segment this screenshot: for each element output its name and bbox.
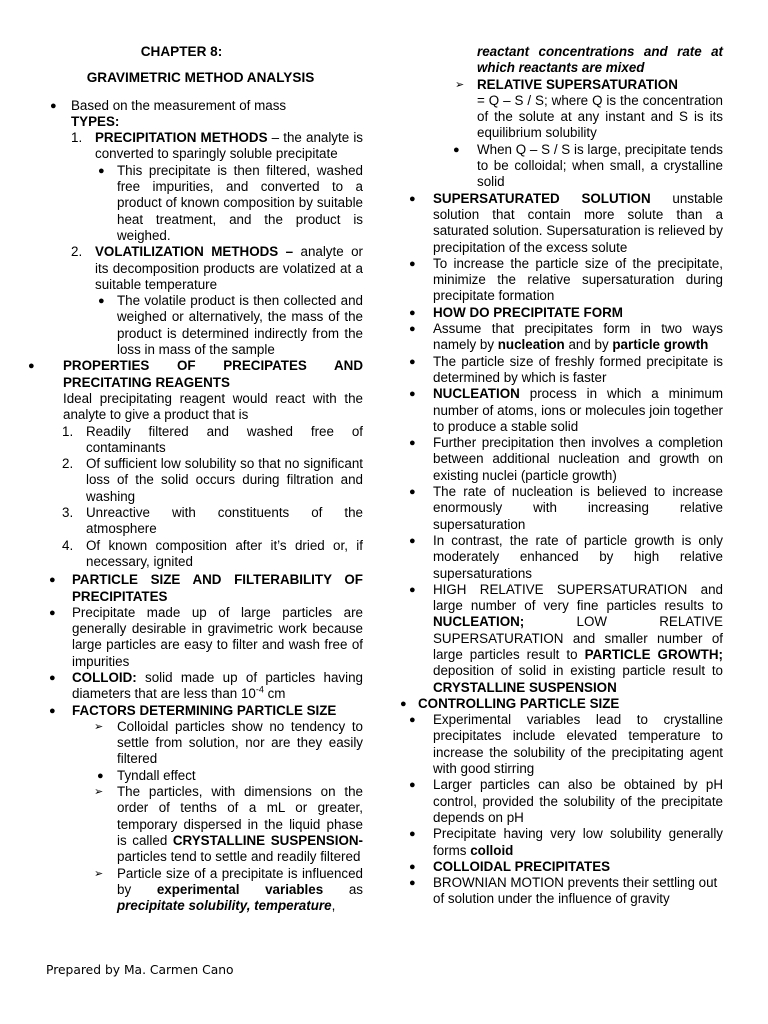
colloid-exponent: -4 <box>255 684 264 695</box>
bullet-properties: ● PROPERTIES OF PRECIPATES AND PRECITATING REAGENTS Ideal precipitating reagent would react with the analyte to give a product that is <box>28 358 363 423</box>
bullet-experimental: ● Experimental variables lead to crystalline precipitates include elevated temperature to increase the solubility of the precipitating agent with good stirring <box>409 712 723 777</box>
properties-heading-1: PROPERTIES OF PRECIPATES AND <box>63 358 363 374</box>
bullet-supersaturated: ● SUPERSATURATED SOLUTION unstable solution that contain more solute than a saturated solution. Supersaturation is relieved by precipitation of the excess solute <box>409 190 723 255</box>
bullet-mass: ● Based on the measurement of mass TYPES: <box>40 98 363 131</box>
bullet-contrast: ● In contrast, the rate of particle growth is only moderately enhanced by high relative supersaturations <box>409 532 723 581</box>
volatilization-sub-text: The volatile product is then collected and weighed or alternatively, the mass of the product is determined indirectly from the loss in mass of the sample <box>117 293 363 358</box>
type-1-number: 1. <box>71 130 83 146</box>
properties-intro: Ideal precipitating reagent would react with the analyte to give a product that is <box>63 390 363 423</box>
bullet-increase: ● To increase the particle size of the precipitate, minimize the relative supersaturation during precipitate formation <box>409 255 723 304</box>
property-item: 4. Of known composition after it’s dried or, if necessary, ignited <box>62 537 363 569</box>
bullet-further: ● Further precipitation then involves a completion between additional nucleation and growth on existing nuclei (particle growth) <box>409 435 723 483</box>
property-item: 3. Unreactive with constituents of the atmosphere <box>62 505 363 537</box>
factor-item: ➢ Particle size of a precipitate is influenced by experimental variables as precipitate solubility, temperature, <box>94 865 363 914</box>
bullet-nucleation: ● NUCLEATION process in which a minimum number of atoms, ions or molecules join together to produce a stable solid <box>409 386 723 434</box>
volatilization-text: analyte or its decomposition products are volatized at a suitable temperature <box>95 244 363 292</box>
mass-text: Based on the measurement of mass <box>71 97 287 113</box>
arrow-icon: ➢ <box>94 720 104 733</box>
right-column <box>400 44 723 908</box>
properties-heading-2: PRECITATING REAGENTS <box>63 374 230 390</box>
bullet-brownian: ● BROWNIAN MOTION prevents their settling out of solution under the influence of gravity <box>409 875 718 907</box>
continued-text: reactant concentrations and rate at which reactants are mixed <box>477 44 723 76</box>
rs-sub-text: When Q – S / S is large, precipitate tends to be colloidal; when small, a crystalline solid <box>477 141 723 190</box>
type-precipitation <box>40 130 363 163</box>
rs-text: = Q – S / S; where Q is the concentration of the solute at any instant and S is its equilibrium solubility <box>477 92 723 141</box>
arrow-icon: ➢ <box>94 786 104 799</box>
left-column <box>28 44 363 914</box>
bullet-large-particles: ● Precipitate made up of large particles are generally desirable in gravimetric work because large particles are easy to filter and wash free of impurities <box>49 604 363 669</box>
colloid-unit: cm <box>263 686 286 702</box>
precipitation-sub: ● This precipitate is then filtered, washed free impurities, and converted to a product of known composition by suitable heat treatment, and the product is weighed. <box>98 162 363 243</box>
precipitation-sub-text: This precipitate is then filtered, washed free impurities, and converted to a product of known composition by suitable heat treatment, and the product is weighed. <box>117 162 363 243</box>
rs-sub: ● When Q – S / S is large, precipitate tends to be colloidal; when small, a crystalline solid <box>453 141 723 190</box>
bullet-low-solubility: ● Precipitate having very low solubility generally forms colloid <box>409 826 723 858</box>
factor-item: ➢ The particles, with dimensions on the order of tenths of a mL or greater, temporary dispersed in the liquid phase is called CRYSTALLINE SUSPENSION- particles tend to settle and readily filtered <box>94 784 363 865</box>
bullet-colloidal: ● COLLOIDAL PRECIPITATES <box>409 858 611 874</box>
particle-size-heading: PARTICLE SIZE AND FILTERABILITY OF PRECIPITATES <box>72 572 363 604</box>
bullet-high: ● HIGH RELATIVE SUPERSATURATION and large number of very fine particles results to NUCLEATION; LOW RELATIVE SUPERSATURATION and smaller number of large particles result to PARTICLE GROWTH; deposition of solid in existing particle result to CRYSTALLINE SUSPENSION <box>409 581 723 695</box>
bullet-factors: ● FACTORS DETERMINING PARTICLE SIZE <box>40 703 363 719</box>
colloid-text: solid made up of particles having diameters that are less than 10 <box>72 669 363 702</box>
bullet-ph: ● Larger particles can also be obtained by pH control, provided the solubility of the precipitate depends on pH <box>409 777 723 825</box>
types-label: TYPES: <box>71 113 120 129</box>
bullet-colloid: ● COLLOID: solid made up of particles having diameters that are less than $10^{-4}$ cm <box>49 669 363 702</box>
bullet-faster: ● The particle size of freshly formed precipitate is determined by which is faster <box>409 353 723 385</box>
volatilization-sub: ● The volatile product is then collected and weighed or alternatively, the mass of the product is determined indirectly from the loss in mass of the sample <box>98 293 363 358</box>
relative-supersaturation <box>405 77 723 142</box>
factor-item: ➢ Colloidal particles show no tendency to settle from solution, nor are they easily filtered <box>94 718 363 767</box>
precipitation-text: – the analyte is converted to sparingly soluble precipitate <box>95 130 363 162</box>
chapter-heading: CHAPTER 8: <box>140 44 223 59</box>
properties-list <box>40 424 363 571</box>
bullet-particle-size: ● PARTICLE SIZE AND FILTERABILITY OF PRECIPITATES <box>49 572 363 604</box>
bullet-assume: ● Assume that precipitates form in two ways namely by nucleation and by particle growth <box>409 321 723 353</box>
chapter-title: GRAVIMETRIC METHOD ANALYSIS <box>86 70 315 86</box>
bullet-controlling: ● CONTROLLING PARTICLE SIZE <box>400 695 620 711</box>
arrow-icon: ➢ <box>94 867 104 880</box>
arrow-icon: ➢ <box>455 78 465 91</box>
type-2-number: 2. <box>71 244 83 260</box>
precipitation-label: PRECIPITATION METHODS <box>95 130 268 146</box>
type-volatilization <box>40 244 363 293</box>
colloid-label: COLLOID: <box>72 669 137 685</box>
bullet-rate: ● The rate of nucleation is believed to increase enormously with increasing relative supersaturation <box>409 484 723 532</box>
footer-author: Prepared by Ma. Carmen Cano <box>46 963 234 977</box>
property-item: 1. Readily filtered and washed free of contaminants <box>62 423 363 455</box>
bullet-how: ● HOW DO PRECIPITATE FORM <box>409 304 623 320</box>
property-item: 2. Of sufficient low solubility so that no significant loss of the solid occurs during filtration and washing <box>62 456 363 504</box>
rs-heading: RELATIVE SUPERSATURATION <box>477 76 678 92</box>
volatilization-label: VOLATILIZATION METHODS – <box>95 244 294 260</box>
factor-item: ● Tyndall effect <box>97 767 196 783</box>
factors-heading: FACTORS DETERMINING PARTICLE SIZE <box>72 702 337 718</box>
large-particles-text: Precipitate made up of large particles are generally desirable in gravimetric work because large particles are easy to filter and wash free of impurities <box>72 604 363 669</box>
